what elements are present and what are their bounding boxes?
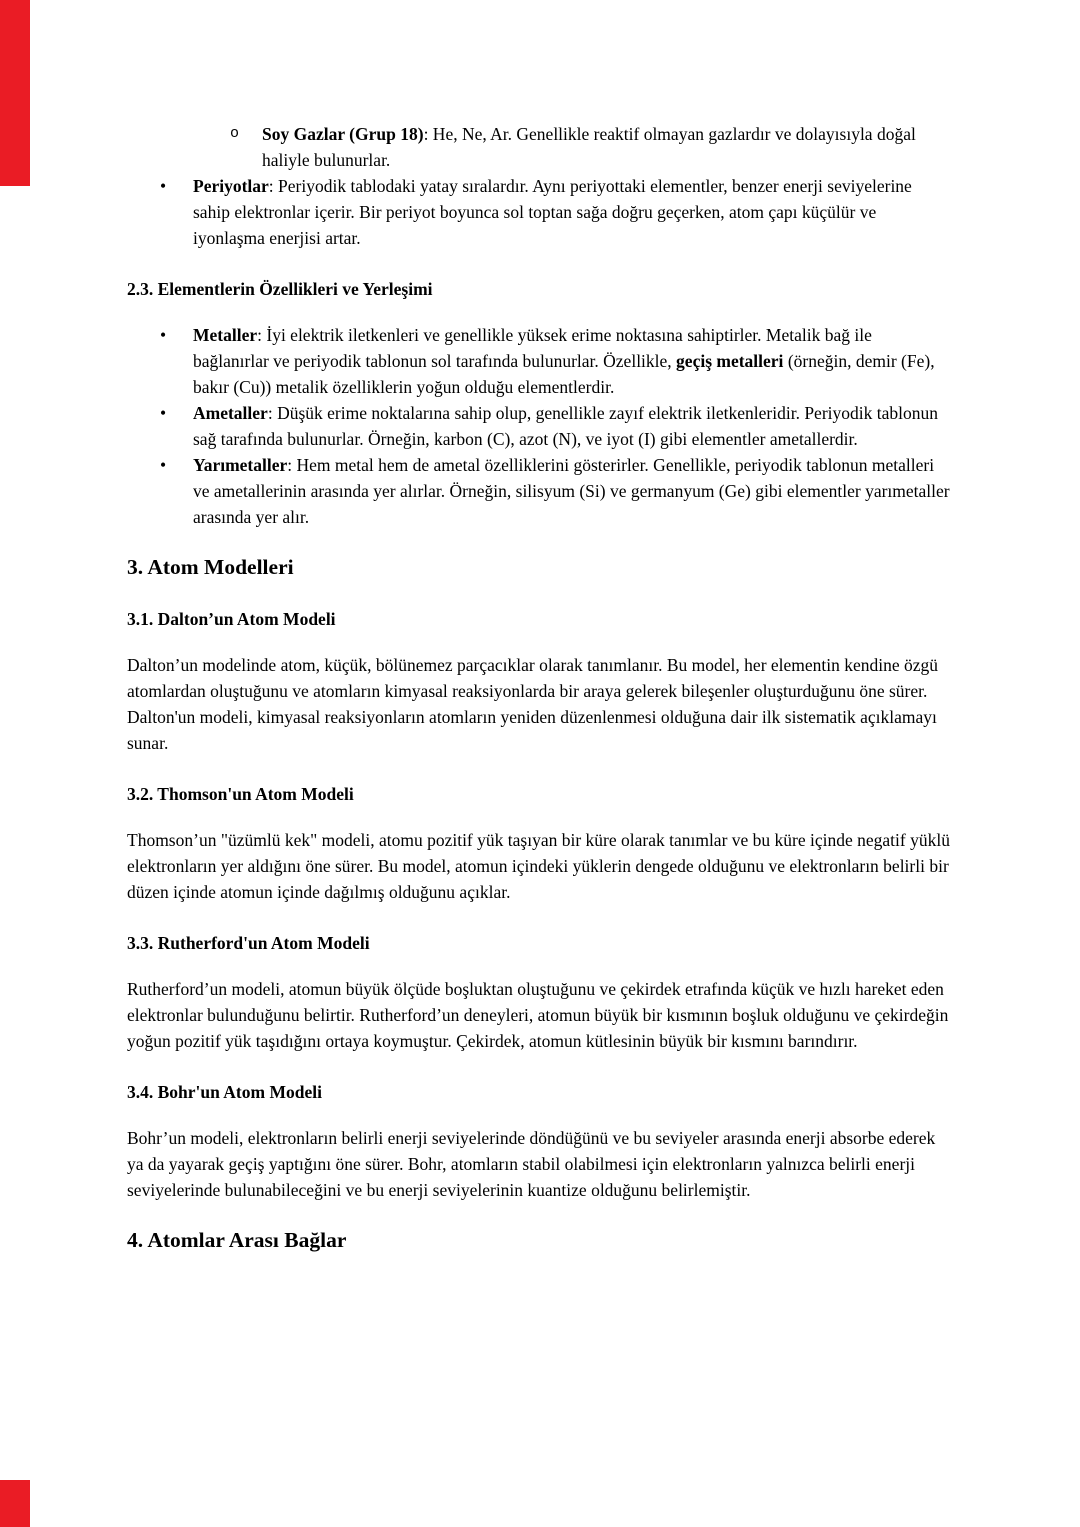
list-item-text (193, 400, 950, 452)
subsection-heading-dalton: 3.1. Dalton’un Atom Modeli (127, 609, 336, 629)
item-label: Soy Gazlar (Grup 18) (262, 124, 424, 144)
disc-bullet-icon: • (160, 325, 167, 345)
list-item-nonmetals (127, 400, 950, 452)
list-item-text (193, 452, 950, 530)
subsection-heading-bohr: 3.4. Bohr'un Atom Modeli (127, 1082, 322, 1102)
subsection-heading-rutherford: 3.3. Rutherford'un Atom Modeli (127, 933, 370, 953)
item-body: : Periyodik tablodaki yatay sıralardır. Aynı periyottaki elementler, benzer enerji seviyelerine sahip elektronlar içerir. Bir periyot boyunca sol toptan sağa doğru geçerken, atom çapı küçülür ve iyonlaşma enerjisi artar. (193, 176, 912, 248)
paragraph-rutherford: Rutherford’un modeli, atomun büyük ölçüde boşluktan oluştuğunu ve çekirdek etrafında küçük ve hızlı hareket eden elektronlar bulunduğunu belirtir. Rutherford’un deneyleri, atomun büyük bir kısmının boşluk olduğunu ve çekirdeğin yoğun pozitif yük taşıdığını ortaya koymuştur. Çekirdek, atomun kütlesinin büyük bir kısmını barındırır. (127, 979, 949, 1051)
disc-bullet-icon: • (160, 455, 167, 475)
item-body: : İyi elektrik iletkenleri ve genellikle yüksek erime noktasına sahiptirler. Metalik bağ ile bağlanırlar ve periyodik tablonun sol tarafında bulunurlar. Özellikle, (193, 325, 872, 371)
red-margin-bar-top (0, 0, 30, 186)
section-heading-4: 4. Atomlar Arası Bağlar (127, 1228, 347, 1252)
item-label: Ametaller (193, 403, 268, 423)
paragraph-bohr: Bohr’un modeli, elektronların belirli enerji seviyelerinde döndüğünü ve bu seviyeler arasında enerji absorbe ederek ya da yayarak geçiş yaptığını öne sürer. Bohr, atomların stabil olabilmesi için elektronların yalnızca belirli enerji seviyelerinde bulunabileceğini ve bu enerji seviyelerinin kuantize olduğunu belirlemiştir. (127, 1128, 936, 1200)
item-label: Yarımetaller (193, 455, 288, 475)
list-item-noble-gases (127, 121, 950, 173)
section-heading-2-3: 2.3. Elementlerin Özellikleri ve Yerleşimi (127, 279, 433, 299)
item-body: : Düşük erime noktalarına sahip olup, genellikle zayıf elektrik iletkenleridir. Periyodik tablonun sağ tarafında bulunurlar. Örneğin, karbon (C), azot (N), ve iyot (I) gibi elementler ametallerdir. (193, 403, 938, 449)
list-item-text (262, 121, 950, 173)
item-bold-inline: geçiş metalleri (676, 351, 784, 371)
item-label: Metaller (193, 325, 258, 345)
list-item-periods (127, 173, 950, 251)
list-item-metals (127, 322, 950, 400)
subsection-heading-thomson: 3.2. Thomson'un Atom Modeli (127, 784, 354, 804)
section-heading-3: 3. Atom Modelleri (127, 555, 294, 579)
disc-bullet-icon: • (160, 403, 167, 423)
list-item-text (193, 173, 950, 251)
paragraph-thomson: Thomson’un "üzümlü kek" modeli, atomu pozitif yük taşıyan bir küre olarak tanımlar ve bu küre içinde negatif yüklü elektronların yer aldığını öne sürer. Bu model, atomun içindeki yüklerin dengede olduğunu ve elektronların belirli bir düzen içinde atomun içinde dağılmış olduğunu açıklar. (127, 830, 950, 902)
red-margin-bar-bottom (0, 1480, 30, 1527)
item-body-cont: (örneğin, demir (Fe), bakır (Cu)) metalik özelliklerin yoğun olduğu elementlerdir. (193, 351, 935, 397)
item-body: : Hem metal hem de ametal özelliklerini gösterirler. Genellikle, periyodik tablonun metalleri ve ametallerinin arasında yer alırlar. Örneğin, silisyum (Si) ve germanyum (Ge) gibi elementler yarımetaller arasında yer alır. (193, 455, 950, 527)
disc-bullet-icon: • (160, 176, 167, 196)
item-body: : He, Ne, Ar. Genellikle reaktif olmayan gazlardır ve dolayısıyla doğal haliyle bulunurlar. (262, 124, 916, 170)
paragraph-dalton: Dalton’un modelinde atom, küçük, bölünemez parçacıklar olarak tanımlanır. Bu model, her elementin kendine özgü atomlardan oluştuğunu ve atomların kimyasal reaksiyonlarda bir araya gelerek bileşenler oluşturduğunu öne sürer. Dalton'un modeli, kimyasal reaksiyonların atomların yeniden düzenlenmesi olduğuna dair ilk sistematik açıklamayı sunar. (127, 655, 939, 753)
list-item-metalloids (127, 452, 950, 530)
circle-bullet-icon: o (230, 125, 240, 142)
list-item-text (193, 322, 950, 400)
item-label: Periyotlar (193, 176, 269, 196)
